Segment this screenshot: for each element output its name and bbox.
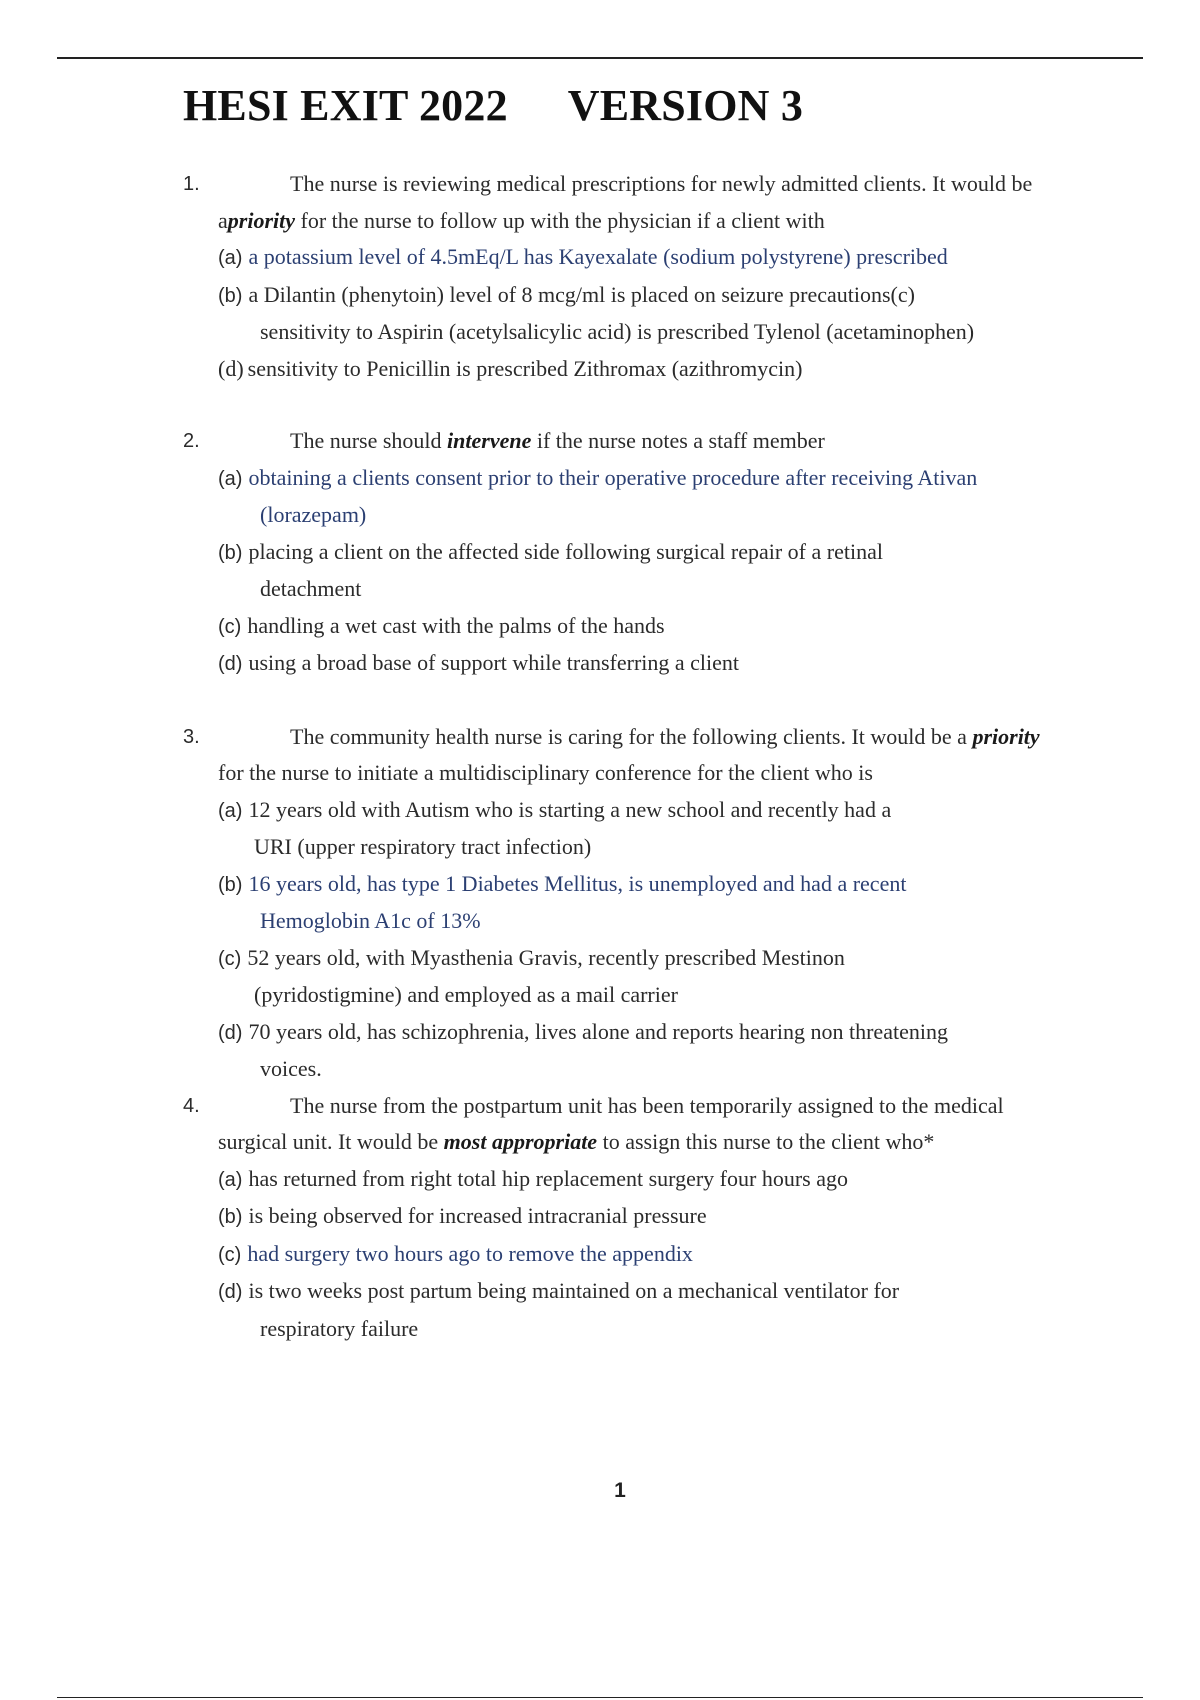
option-text: is two weeks post partum being maintained on a mechanical ventilator for <box>248 1278 900 1303</box>
option-text-continued: (lorazepam) <box>260 502 367 527</box>
stem-emphasis: priority <box>227 207 295 233</box>
option-text: 16 years old, has type 1 Diabetes Mellitus, is unemployed and had a recent <box>248 870 907 896</box>
option-text: 52 years old, with Myasthenia Gravis, recently prescribed Mestinon <box>247 944 845 970</box>
option-text: sensitivity to Penicillin is prescribed Zithromax (azithromycin) <box>247 355 803 381</box>
title-exam-name: HESI EXIT 2022 <box>183 81 508 130</box>
option-c[interactable] <box>183 940 1063 1014</box>
stem-text: if the nurse notes a staff member <box>536 428 825 453</box>
option-label: (b) <box>218 873 243 896</box>
stem-text: The nurse should <box>290 428 442 453</box>
question-stem <box>183 719 1063 792</box>
stem-text: for the nurse to follow up with the physician if a client with <box>300 207 825 233</box>
question-stem <box>183 166 1063 239</box>
bottom-rule <box>57 1697 1143 1698</box>
option-text: placing a client on the affected side following surgical repair of a retinal <box>248 538 883 564</box>
option-label: (c) <box>218 947 242 970</box>
option-a[interactable] <box>183 239 1063 277</box>
title-version: VERSION 3 <box>567 81 804 130</box>
option-text: 12 years old with Autism who is starting a new school and recently had a <box>248 796 892 822</box>
option-text: is being observed for increased intracranial pressure <box>248 1203 707 1228</box>
stem-text: for the nurse to initiate a multidisciplinary conference for the client who is <box>218 760 873 785</box>
page-title <box>183 80 803 131</box>
stem-text: to assign this nurse to the client who* <box>602 1129 935 1154</box>
option-d[interactable] <box>183 351 1063 388</box>
option-text: 70 years old, has schizophrenia, lives alone and reports hearing non threatening <box>248 1018 948 1044</box>
question-number: 2. <box>183 430 200 452</box>
question-number: 3. <box>183 725 200 748</box>
option-b[interactable] <box>183 534 1063 608</box>
option-a[interactable] <box>183 460 1063 534</box>
stem-emphasis: intervene <box>447 428 532 453</box>
page-number: 1 <box>614 1479 626 1502</box>
question-number: 1. <box>183 173 200 195</box>
option-text: had surgery two hours ago to remove the appendix <box>247 1240 693 1266</box>
option-c[interactable] <box>183 608 1063 646</box>
option-label: (c) <box>218 1243 242 1266</box>
option-label: (c) <box>218 615 242 638</box>
option-text: a potassium level of 4.5mEq/L has Kayexalate (sodium polystyrene) prescribed <box>248 244 948 269</box>
option-label: (b) <box>218 284 243 307</box>
question-4 <box>183 1088 1063 1348</box>
stem-text: The nurse is reviewing medical prescriptions for newly admitted clients. It would be a <box>218 171 1033 233</box>
option-text-continued: detachment <box>260 576 362 601</box>
option-text: has returned from right total hip replacement surgery four hours ago <box>248 1165 848 1191</box>
option-text-continued: sensitivity to Aspirin (acetylsalicylic acid) is prescribed Tylenol (acetaminophen) <box>260 319 975 344</box>
option-label: (a) <box>218 799 243 822</box>
option-label: (b) <box>218 541 243 564</box>
option-c[interactable] <box>183 1236 1063 1274</box>
option-text-continued: URI (upper respiratory tract infection) <box>254 834 592 859</box>
stem-emphasis: priority <box>972 723 1040 749</box>
option-text-continued: voices. <box>260 1056 322 1081</box>
top-rule <box>57 57 1143 59</box>
option-d[interactable] <box>183 645 1063 683</box>
option-label: (a) <box>218 247 243 269</box>
option-b[interactable] <box>183 866 1063 940</box>
option-text-continued: Hemoglobin A1c of 13% <box>260 908 481 933</box>
question-stem <box>183 1088 1063 1161</box>
question-2 <box>183 423 1063 683</box>
question-1 <box>183 166 1063 387</box>
question-list <box>183 166 1063 1347</box>
stem-text: The nurse from the postpartum unit has been temporarily assigned to the medical surgical unit. It would be <box>218 1092 1004 1154</box>
option-text: a Dilantin (phenytoin) level of 8 mcg/ml is placed on seizure precautions(c) <box>248 281 915 307</box>
stem-text: The community health nurse is caring for the following clients. It would be a <box>290 723 967 749</box>
option-text: obtaining a clients consent prior to their operative procedure after receiving Ativan <box>248 464 978 490</box>
option-label: (d) <box>218 1021 243 1044</box>
option-label: (d) <box>218 1281 243 1303</box>
option-label: (b) <box>218 1206 243 1228</box>
option-d[interactable] <box>183 1273 1063 1347</box>
question-3 <box>183 719 1063 1088</box>
option-text: using a broad base of support while transferring a client <box>248 650 740 675</box>
option-label: (d) <box>218 355 244 381</box>
option-label: (d) <box>218 653 243 675</box>
option-text-continued: (pyridostigmine) and employed as a mail carrier <box>254 982 678 1007</box>
option-a[interactable] <box>183 792 1063 866</box>
question-number: 4. <box>183 1094 200 1117</box>
option-label: (a) <box>218 1168 243 1191</box>
stem-emphasis: most appropriate <box>443 1129 598 1154</box>
option-a[interactable] <box>183 1161 1063 1199</box>
option-text-continued: respiratory failure <box>260 1315 419 1341</box>
option-text: handling a wet cast with the palms of the hands <box>247 612 665 638</box>
option-b[interactable] <box>183 277 1063 351</box>
option-label: (a) <box>218 467 243 490</box>
question-stem <box>183 423 1063 460</box>
option-b[interactable] <box>183 1198 1063 1236</box>
option-d[interactable] <box>183 1014 1063 1088</box>
